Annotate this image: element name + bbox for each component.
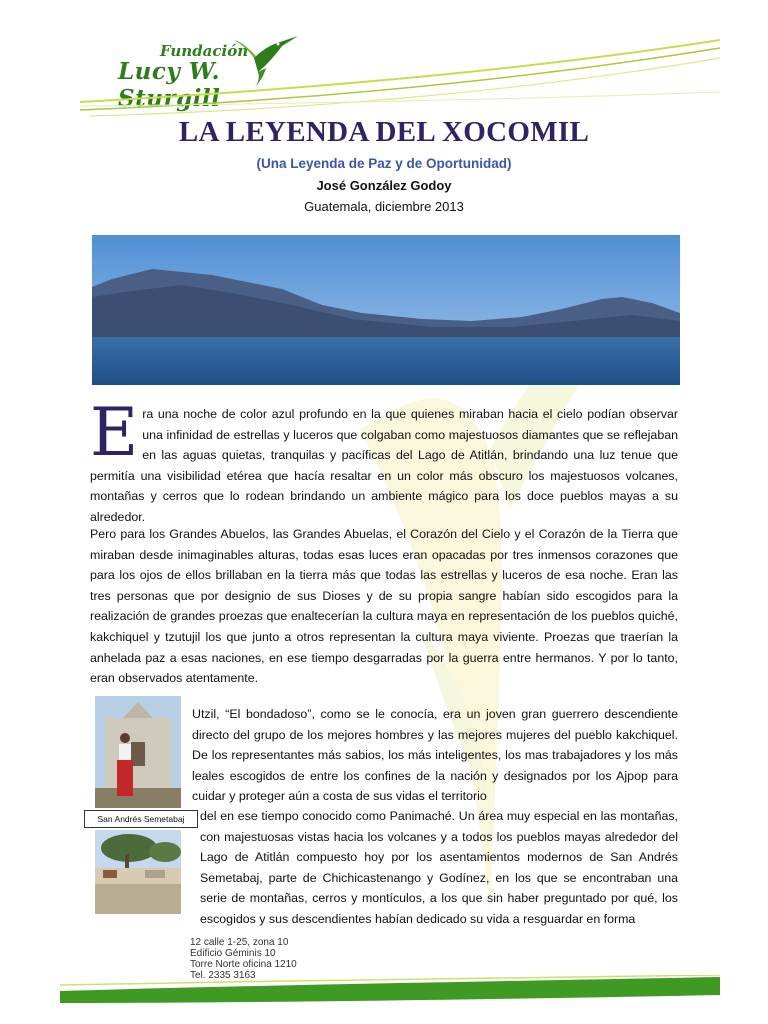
document-title: LA LEYENDA DEL XOCOMIL bbox=[178, 116, 590, 148]
address-line-4: Tel. 2335 3163 bbox=[190, 970, 256, 981]
paragraph-2: Pero para los Grandes Abuelos, las Grandes Abuelas, el Corazón del Cielo y el Corazón de la Tierra que miraban desde inimaginables alturas, todas esas luces eran opacadas por tres inmensos corazones que para los ojos de ellos brillaban en la tierra más que todas las estrellas y luceros de esa noche. Eran las tres personas que por designio de sus Dioses y de su propia sangre habían sido escogidos para la realización de grandes proezas que enaltecerían la cultura maya en representación de los pueblos quiché, kakchiquel y tzutujil los que junto a otros representan la cultura maya viviente. Proezas que traerían la anhelada paz a esas naciones, en ese tiempo desgarradas por la guerra entre hermanos. Y por lo tanto, eran observados atentamente. bbox=[90, 527, 678, 686]
paragraph-3-continued: del en ese tiempo conocido como Panimaché. Un área muy especial en las montañas, con majestuosas vistas hacia los volcanes y a todos los pueblos mayas alrededor del Lago de Atitlán compuesto hoy por los asentamientos modernos de San Andrés Semetabaj, parte de Chichicastenango y Godínez, en los que se encontraban una serie de montañas, cerros y montículos, a los que sin haber preguntado por qué, los escogidos y sus descendientes habían dedicado su vida a resguardar en forma bbox=[200, 809, 678, 926]
document-subtitle: (Una Leyenda de Paz y de Oportunidad) bbox=[256, 156, 512, 171]
lake-atitlan-banner-image bbox=[92, 235, 680, 385]
drop-cap: E bbox=[90, 394, 139, 471]
footer-swoosh-bar bbox=[60, 975, 720, 1005]
town-square-photo bbox=[95, 830, 181, 914]
document-author: José González Godoy bbox=[316, 178, 452, 193]
church-woman-photo bbox=[95, 696, 181, 808]
address-line-1: 12 calle 1-25, zona 10 bbox=[190, 937, 289, 948]
address-line-2: Edificio Géminis 10 bbox=[190, 948, 276, 959]
paragraph-1 bbox=[90, 394, 678, 528]
document-place-date: Guatemala, diciembre 2013 bbox=[304, 199, 464, 214]
paragraph-3: Utzil, “El bondadoso”, como se le conocía, era un joven gran guerrero descendiente directo del grupo de los mejores hombres y las mejores mujeres del pueblo kakchiquel. De los representantes más sabios, los más inteligentes, los mas trabajadores y los más leales escogidos de entre los confines de la nación y designados por los Ajpop para cuidar y proteger aún a costa de sus vidas el territorio bbox=[192, 707, 678, 804]
address-line-3: Torre Norte oficina 1210 bbox=[190, 959, 297, 970]
logo-main-text: Lucy W. Sturgill bbox=[118, 58, 221, 112]
paragraph-1-text: ra una noche de color azul profundo en la que quienes miraban hacia el cielo podían observar una infinidad de estrellas y luceros que colgaban como majestuosos diamantes que se reflejaban en las aguas quietas, tranquilas y pacíficas del Lago de Atitlán, brindando una luz tenue que permitía una visibilidad etérea que hacía resaltar en un color más obscuro los majestuosos volcanes, montañas y cerros que lo rodean brindando un ambiente mágico para los doce pueblos mayas a su alrededor. bbox=[90, 407, 678, 524]
header-swoosh-lines bbox=[80, 30, 730, 120]
photo-caption: San Andrés Semetabaj bbox=[84, 810, 198, 828]
logo-top-text: Fundación bbox=[160, 42, 249, 60]
